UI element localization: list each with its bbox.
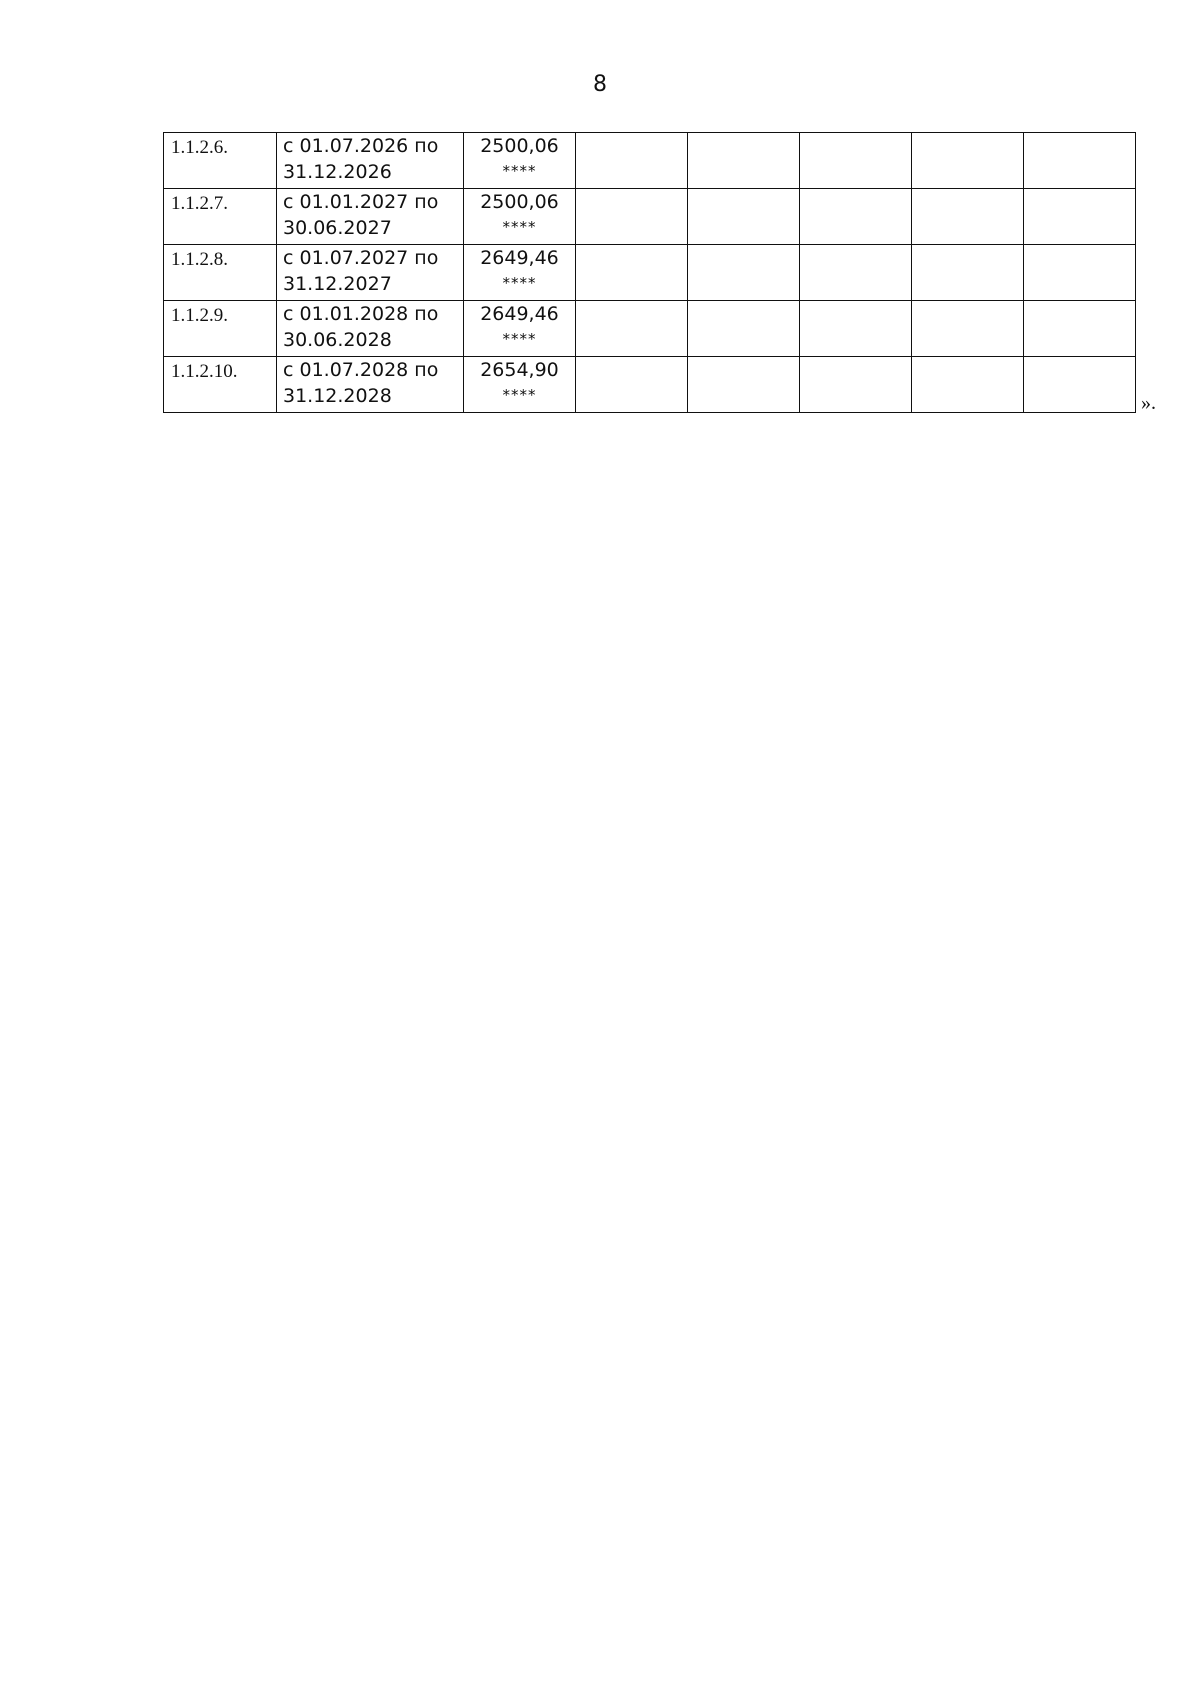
value-cell <box>464 357 576 413</box>
period-end: 30.06.2027 <box>283 217 392 239</box>
empty-cell <box>576 357 688 413</box>
empty-cell <box>912 189 1024 245</box>
empty-cell <box>1024 133 1136 189</box>
tariff-value: 2649,46 <box>480 247 559 269</box>
table-row <box>164 301 1136 357</box>
empty-cell <box>800 189 912 245</box>
empty-cell <box>912 301 1024 357</box>
empty-cell <box>800 301 912 357</box>
empty-cell <box>800 357 912 413</box>
empty-cell <box>576 301 688 357</box>
empty-cell <box>688 245 800 301</box>
row-number-cell: 1.1.2.8. <box>164 245 277 301</box>
empty-cell <box>1024 357 1136 413</box>
empty-cell <box>1024 189 1136 245</box>
period-cell <box>277 245 464 301</box>
period-cell <box>277 357 464 413</box>
footnote-mark: **** <box>502 218 537 236</box>
value-cell <box>464 245 576 301</box>
empty-cell <box>576 133 688 189</box>
footnote-mark: **** <box>502 330 537 348</box>
tariff-table <box>163 132 1136 413</box>
value-cell <box>464 189 576 245</box>
tariff-value: 2500,06 <box>480 191 559 213</box>
period-cell <box>277 301 464 357</box>
tariff-value: 2649,46 <box>480 303 559 325</box>
closing-quote: ». <box>1141 392 1156 414</box>
footnote-mark: **** <box>502 162 537 180</box>
period-end: 31.12.2027 <box>283 273 392 295</box>
empty-cell <box>912 357 1024 413</box>
value-cell <box>464 301 576 357</box>
row-number-cell: 1.1.2.7. <box>164 189 277 245</box>
row-number-cell: 1.1.2.6. <box>164 133 277 189</box>
period-start: с 01.01.2028 по <box>283 303 439 325</box>
table-row <box>164 133 1136 189</box>
period-end: 31.12.2026 <box>283 161 392 183</box>
period-start: с 01.07.2027 по <box>283 247 439 269</box>
tariff-value: 2654,90 <box>480 359 559 381</box>
value-cell <box>464 133 576 189</box>
period-cell <box>277 133 464 189</box>
empty-cell <box>688 133 800 189</box>
footnote-mark: **** <box>502 274 537 292</box>
empty-cell <box>688 189 800 245</box>
period-start: с 01.01.2027 по <box>283 191 439 213</box>
empty-cell <box>576 189 688 245</box>
period-start: с 01.07.2026 по <box>283 135 439 157</box>
empty-cell <box>912 133 1024 189</box>
page-number: 8 <box>593 72 607 97</box>
period-start: с 01.07.2028 по <box>283 359 439 381</box>
row-number-cell: 1.1.2.9. <box>164 301 277 357</box>
empty-cell <box>688 357 800 413</box>
tariff-value: 2500,06 <box>480 135 559 157</box>
table-row <box>164 245 1136 301</box>
empty-cell <box>1024 301 1136 357</box>
empty-cell <box>800 133 912 189</box>
footnote-mark: **** <box>502 386 537 404</box>
period-end: 31.12.2028 <box>283 385 392 407</box>
empty-cell <box>1024 245 1136 301</box>
period-end: 30.06.2028 <box>283 329 392 351</box>
empty-cell <box>912 245 1024 301</box>
period-cell <box>277 189 464 245</box>
empty-cell <box>800 245 912 301</box>
table-row <box>164 357 1136 413</box>
row-number-cell: 1.1.2.10. <box>164 357 277 413</box>
table-row <box>164 189 1136 245</box>
empty-cell <box>688 301 800 357</box>
empty-cell <box>576 245 688 301</box>
